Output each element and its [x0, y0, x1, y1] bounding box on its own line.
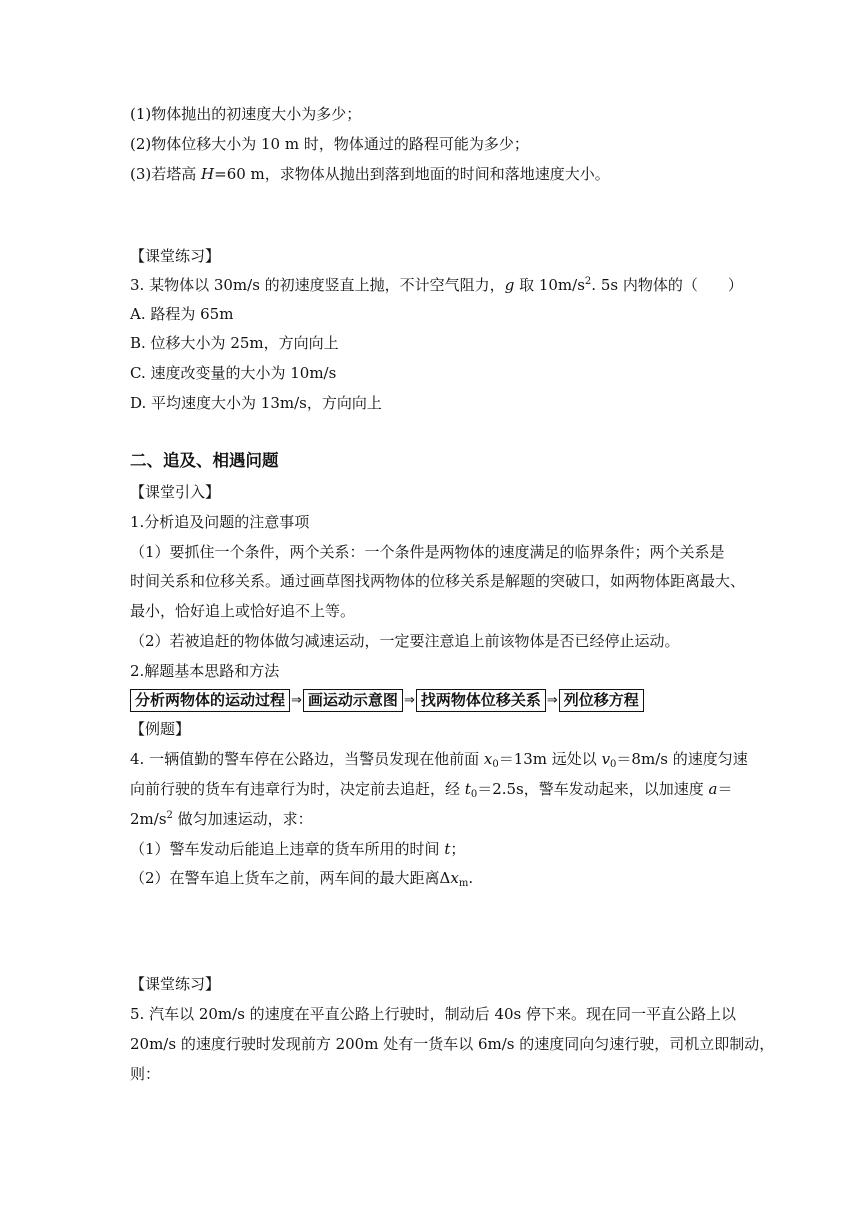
q3-option-a: A. 路程为 65m [130, 305, 234, 323]
question-3: 3. 某物体以 30m/s 的初速度竖直上抛，不计空气阻力，g 取 $10m/s^2$. 5s 内物体的（ ） [130, 276, 743, 294]
question-5-line-1: 5. 汽车以 20m/s 的速度在平直公路上行驶时，制动后 40s 停下来。现在同一平直公路上以 [130, 1005, 737, 1023]
intro-point-1-title: 1.分析追及问题的注意事项 [130, 513, 310, 531]
q2-part-2: (2)物体位移大小为 10 m 时，物体通过的路程可能为多少； [130, 135, 529, 153]
question-4-line-3: $2m/s^2$ 做匀加速运动，求： [130, 810, 313, 828]
practice-label-2: 【课堂练习】 [130, 975, 221, 993]
q3-option-c: C. 速度改变量的大小为 10m/s [130, 364, 337, 382]
solution-flowchart [130, 688, 644, 712]
flow-arrow-1: ⇒ [291, 692, 302, 708]
flow-step-2: 画运动示意图 [303, 689, 403, 712]
flow-step-3: 找两物体位移关系 [416, 689, 546, 712]
intro-label: 【课堂引入】 [130, 483, 221, 501]
q2-part-3: (3)若塔高 H=60 m，求物体从抛出到落到地面的时间和落地速度大小。 [130, 165, 610, 183]
section-2-heading: 二、追及、相遇问题 [130, 451, 279, 470]
question-4-sub-2: （2）在警车追上货车之前，两车间的最大距离$\Delta x_m$. [130, 869, 474, 889]
q3-option-b: B. 位移大小为 25m，方向向上 [130, 334, 339, 352]
question-4-sub-1: （1）警车发动后能追上违章的货车所用的时间 t； [130, 840, 466, 858]
question-4-line-1: 4. 一辆值勤的警车停在公路边，当警员发现在他前面 $x_0=13m$ 远处以 $v_0=8m/s$ 的速度匀速 [130, 750, 748, 770]
question-5-line-2: 20m/s 的速度行驶时发现前方 200m 处有一货车以 6m/s 的速度同向匀速行驶，司机立即制动， [130, 1035, 775, 1053]
intro-point-1-line-4: （2）若被追赶的物体做匀减速运动，一定要注意追上前该物体是否已经停止运动。 [130, 632, 680, 650]
intro-point-1-line-1: （1）要抓住一个条件，两个关系：一个条件是两物体的速度满足的临界条件；两个关系是 [130, 543, 725, 561]
intro-point-1-line-3: 最小，恰好追上或恰好追不上等。 [130, 602, 356, 620]
practice-label-1: 【课堂练习】 [130, 247, 221, 265]
q2-part-1: (1)物体抛出的初速度大小为多少； [130, 105, 362, 123]
flow-step-1: 分析两物体的运动过程 [130, 689, 290, 712]
q3-option-d: D. 平均速度大小为 13m/s，方向向上 [130, 394, 382, 412]
question-4-line-2: 向前行驶的货车有违章行为时，决定前去追赶，经 $t_0=2.5s$，警车发动起来，以加速度 a＝ [130, 780, 733, 800]
intro-point-2-title: 2.解题基本思路和方法 [130, 662, 280, 680]
flow-step-4: 列位移方程 [559, 689, 644, 712]
flow-arrow-2: ⇒ [403, 692, 415, 708]
flow-arrow-3: ⇒ [546, 692, 558, 708]
example-label: 【例题】 [130, 720, 191, 738]
intro-point-1-line-2: 时间关系和位移关系。通过画草图找两物体的位移关系是解题的突破口，如两物体距离最大、 [130, 572, 746, 590]
question-5-line-3: 则： [130, 1065, 161, 1083]
